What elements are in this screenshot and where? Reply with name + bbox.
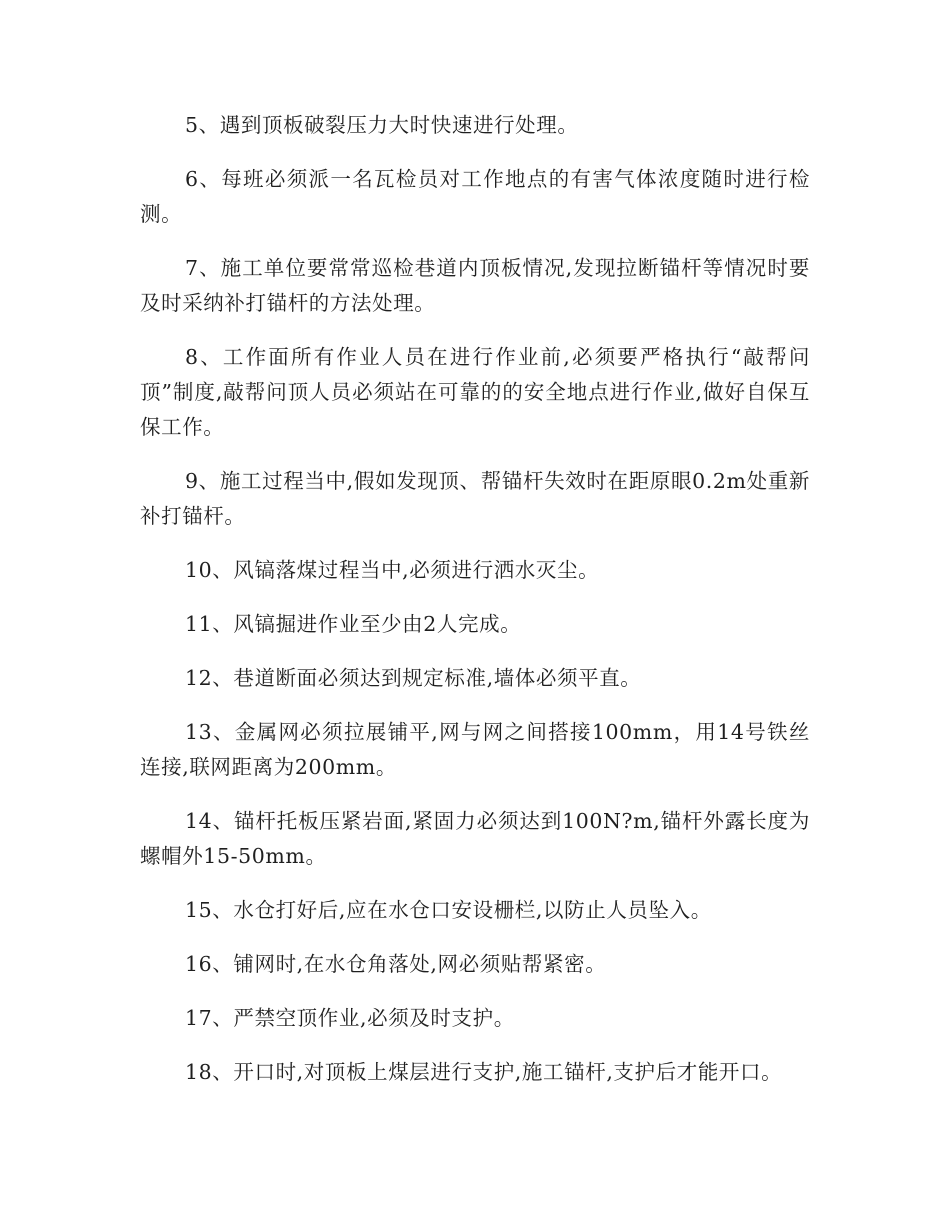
paragraph-item-18: 18、开口时,对顶板上煤层进行支护,施工锚杆,支护后才能开口。 (185, 1060, 783, 1084)
paragraph-item-16: 16、铺网时,在水仓角落处,网必须贴帮紧密。 (185, 952, 607, 976)
paragraph-item-7: 7、施工单位要常常巡检巷道内顶板情况,发现拉断锚杆等情况时要及时采纳补打锚杆的方法处理。 (140, 256, 810, 315)
paragraph-item-10: 10、风镐落煤过程当中,必须进行洒水灭尘。 (185, 558, 600, 582)
paragraph-item-8: 8、工作面所有作业人员在进行作业前,必须要严格执行“敲帮问顶”制度,敲帮问顶人员必须站在可靠的的安全地点进行作业,做好自保互保工作。 (140, 345, 810, 439)
paragraph-item-13: 13、金属网必须拉展铺平,网与网之间搭接100mm，用14号铁丝连接,联网距离为200mm。 (140, 720, 810, 779)
document-body (140, 108, 810, 1109)
paragraph-item-9: 9、施工过程当中,假如发现顶、帮锚杆失效时在距原眼0.2m处重新补打锚杆。 (140, 469, 810, 528)
paragraph-item-11: 11、风镐掘进作业至少由2人完成。 (185, 612, 522, 636)
paragraph-item-17: 17、严禁空顶作业,必须及时支护。 (185, 1006, 515, 1030)
paragraph-item-15: 15、水仓打好后,应在水仓口安设栅栏,以防止人员坠入。 (185, 898, 712, 922)
paragraph-item-12: 12、巷道断面必须达到规定标准,墙体必须平直。 (185, 666, 642, 690)
paragraph-item-6: 6、每班必须派一名瓦检员对工作地点的有害气体浓度随时进行检测。 (140, 167, 810, 226)
paragraph-item-14: 14、锚杆托板压紧岩面,紧固力必须达到100N?m,锚杆外露长度为螺帽外15-50mm。 (140, 809, 810, 868)
paragraph-item-5: 5、遇到顶板破裂压力大时快速进行处理。 (185, 113, 579, 137)
